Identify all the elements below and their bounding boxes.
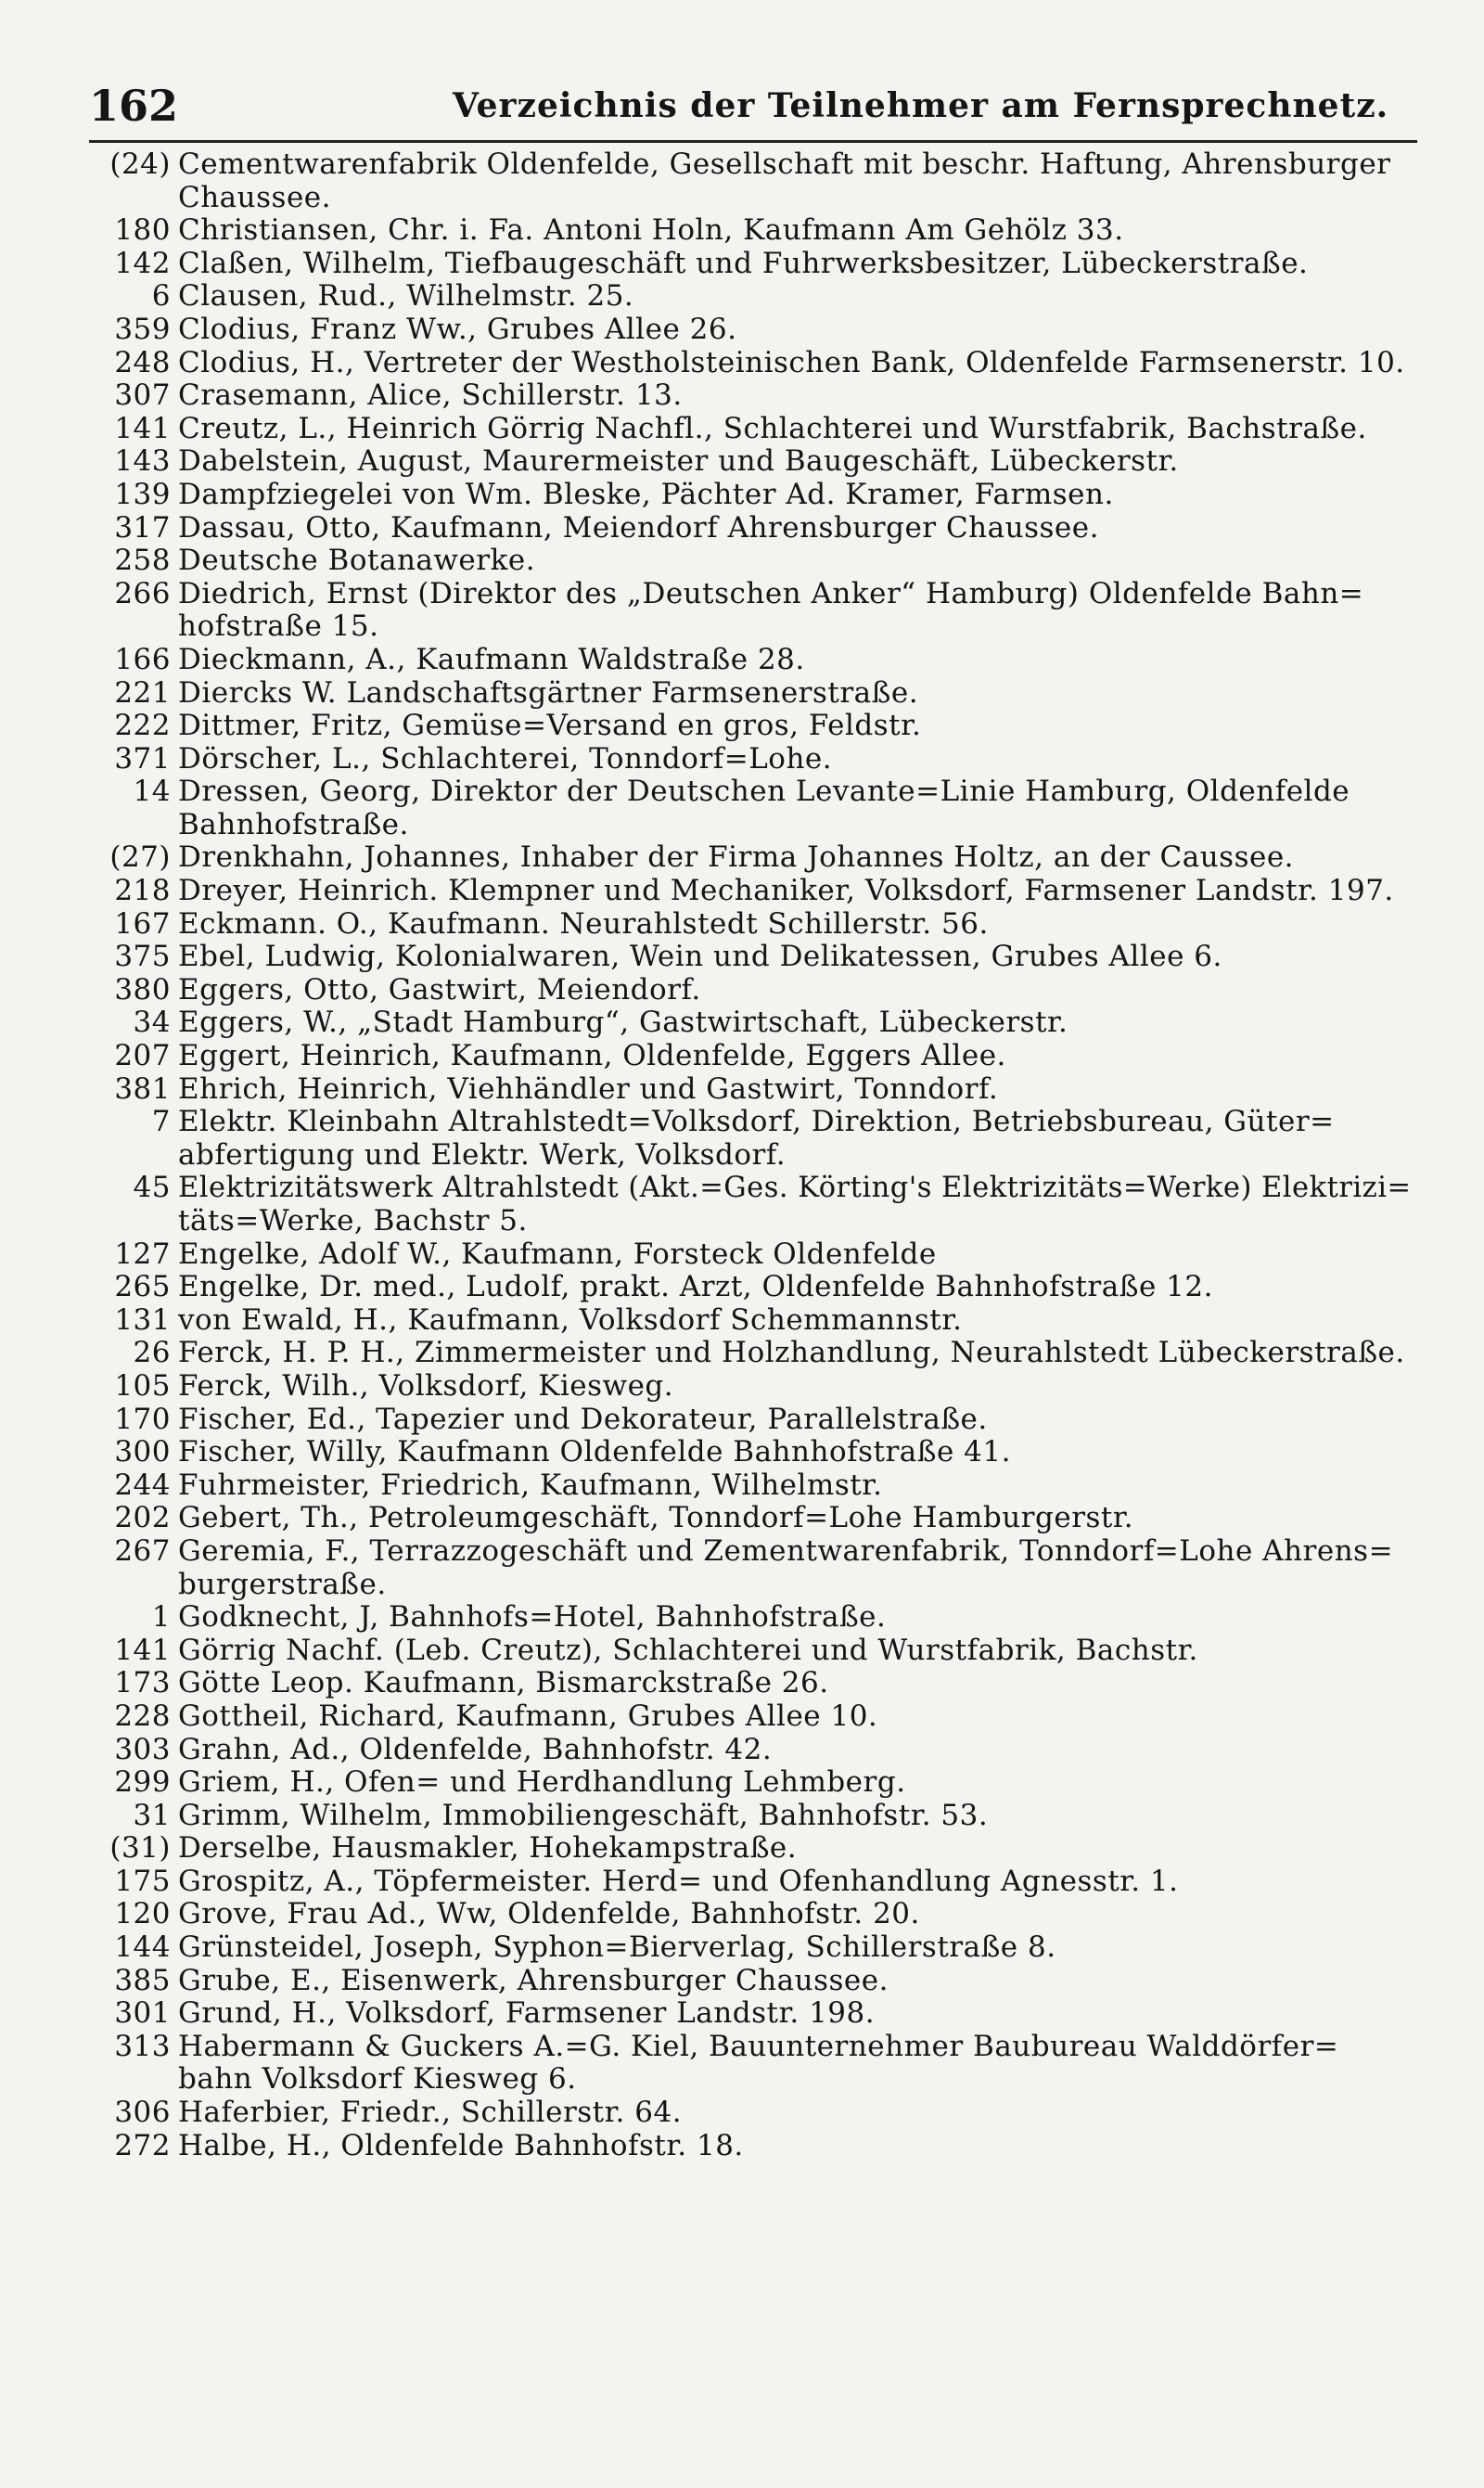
- list-item: [89, 1800, 1417, 1833]
- entry-text-line: Bahnhofstraße.: [178, 807, 409, 841]
- subscriber-number: 222: [114, 709, 171, 743]
- entry-text-line: Eckmann. O., Kaufmann. Neurahlstedt Schillerstr. 56.: [178, 906, 989, 941]
- list-item: [89, 214, 1417, 248]
- header-rule: [89, 140, 1417, 143]
- list-item: [89, 677, 1417, 711]
- subscriber-number: 143: [114, 444, 171, 479]
- subscriber-number: 303: [114, 1732, 171, 1766]
- entry-text-line: Clodius, Franz Ww., Grubes Allee 26.: [178, 312, 737, 346]
- list-item: [89, 1766, 1417, 1800]
- list-item: [89, 908, 1417, 942]
- subscriber-number: 144: [114, 1930, 171, 1965]
- list-item: [89, 413, 1417, 446]
- entry-text-line: Dampfziegelei von Wm. Bleske, Pächter Ad. Kramer, Farmsen.: [178, 477, 1114, 511]
- subscriber-number: 166: [114, 642, 171, 676]
- list-item: [89, 1238, 1417, 1272]
- list-item: [89, 1965, 1417, 1998]
- entry-text-line: von Ewald, H., Kaufmann, Volksdorf Schemmannstr.: [178, 1302, 963, 1337]
- entry-text-line: Halbe, H., Oldenfelde Bahnhofstr. 18.: [178, 2128, 744, 2162]
- subscriber-number: (31): [109, 1831, 171, 1866]
- subscriber-number: 202: [114, 1501, 171, 1535]
- entry-text-line: Eggers, W., „Stadt Hamburg“, Gastwirtschaft, Lübeckerstr.: [178, 1006, 1068, 1040]
- list-item: [89, 1469, 1417, 1503]
- list-item: [89, 644, 1417, 677]
- list-item: [89, 743, 1417, 776]
- entry-text-line: Derselbe, Hausmakler, Hohekampstraße.: [178, 1831, 798, 1866]
- entry-list: [89, 148, 1417, 2162]
- list-item: [89, 379, 1417, 413]
- entry-text-line: Drenkhahn, Johannes, Inhaber der Firma Johannes Holtz, an der Caussee.: [178, 840, 1295, 875]
- list-item: [89, 1172, 1417, 1238]
- subscriber-number: 272: [114, 2128, 171, 2162]
- entry-text-line: Clodius, H., Vertreter der Westholsteinischen Bank, Oldenfelde Farmsenerstr. 10.: [178, 345, 1405, 379]
- entry-text-line: Dittmer, Fritz, Gemüse=Versand en gros, Feldstr.: [178, 709, 922, 743]
- list-item: [89, 545, 1417, 578]
- list-item: [89, 1997, 1417, 2031]
- list-item: [89, 148, 1417, 214]
- entry-text-line: Eggers, Otto, Gastwirt, Meiendorf.: [178, 972, 701, 1007]
- entry-text-line: bahn Volksdorf Kiesweg 6.: [178, 2062, 577, 2097]
- subscriber-number: 167: [114, 906, 171, 941]
- subscriber-number: 170: [114, 1402, 171, 1436]
- entry-text-line: Dieckmann, A., Kaufmann Waldstraße 28.: [178, 642, 805, 676]
- list-item: [89, 479, 1417, 512]
- entry-text-line: Diercks W. Landschaftsgärtner Farmsenerstraße.: [178, 675, 919, 710]
- subscriber-number: 381: [114, 1071, 171, 1106]
- subscriber-number: 307: [114, 378, 171, 413]
- subscriber-number: 375: [114, 940, 171, 974]
- list-item: [89, 2097, 1417, 2130]
- entry-text-line: Elektr. Kleinbahn Altrahlstedt=Volksdorf, Direktion, Betriebsbureau, Güter=: [178, 1105, 1335, 1139]
- list-item: [89, 710, 1417, 743]
- entry-text-line: Grimm, Wilhelm, Immobiliengeschäft, Bahnhofstr. 53.: [178, 1798, 989, 1832]
- entry-text-line: Clausen, Rud., Wilhelmstr. 25.: [178, 279, 634, 314]
- subscriber-number: 380: [114, 972, 171, 1007]
- entry-text-line: Ehrich, Heinrich, Viehhändler und Gastwirt, Tonndorf.: [178, 1071, 999, 1106]
- list-item: [89, 2031, 1417, 2097]
- entry-text-line: Ebel, Ludwig, Kolonialwaren, Wein und Delikatessen, Grubes Allee 6.: [178, 940, 1222, 974]
- entry-text-line: Christiansen, Chr. i. Fa. Antoni Holn, Kaufmann Am Gehölz 33.: [178, 213, 1124, 248]
- entry-text-line: Dassau, Otto, Kaufmann, Meiendorf Ahrensburger Chaussee.: [178, 510, 1099, 545]
- entry-text-line: Haferbier, Friedr., Schillerstr. 64.: [178, 2096, 683, 2130]
- list-item: [89, 1337, 1417, 1370]
- subscriber-number: 175: [114, 1864, 171, 1898]
- subscriber-number: 248: [114, 345, 171, 379]
- subscriber-number: 14: [133, 775, 171, 809]
- list-item: [89, 314, 1417, 347]
- subscriber-number: 7: [151, 1105, 171, 1139]
- entry-text-line: Elektrizitätswerk Altrahlstedt (Akt.=Ges. Körting's Elektrizitäts=Werke) Elektrizi=: [178, 1172, 1412, 1205]
- subscriber-number: 299: [114, 1765, 171, 1800]
- list-item: [89, 347, 1417, 380]
- entry-text-line: Grube, E., Eisenwerk, Ahrensburger Chaussee.: [178, 1963, 889, 1997]
- subscriber-number: 26: [133, 1336, 171, 1370]
- subscriber-number: 300: [114, 1435, 171, 1469]
- page-header: [89, 78, 1417, 134]
- subscriber-number: 141: [114, 411, 171, 445]
- subscriber-number: 267: [114, 1533, 171, 1568]
- subscriber-number: 34: [133, 1006, 171, 1040]
- subscriber-number: 127: [114, 1237, 171, 1271]
- list-item: [89, 875, 1417, 908]
- list-item: [89, 1734, 1417, 1767]
- list-item: [89, 1007, 1417, 1040]
- entry-text-line: burgerstraße.: [178, 1567, 387, 1601]
- subscriber-number: 359: [114, 312, 171, 346]
- entry-text-line: Fuhrmeister, Friedrich, Kaufmann, Wilhelmstr.: [178, 1468, 883, 1502]
- list-item: [89, 1667, 1417, 1700]
- subscriber-number: 6: [151, 279, 171, 314]
- entry-text-line: täts=Werke, Bachstr 5.: [178, 1204, 528, 1238]
- entry-text-line: Dreyer, Heinrich. Klempner und Mechaniker, Volksdorf, Farmsener Landstr. 197.: [178, 874, 1394, 908]
- entry-text-line: Cementwarenfabrik Oldenfelde, Gesellschaft mit beschr. Haftung, Ahrensburger: [178, 147, 1391, 181]
- list-item: [89, 248, 1417, 281]
- entry-text-line: Habermann & Guckers A.=G. Kiel, Bauunternehmer Baubureau Walddörfer=: [178, 2029, 1339, 2063]
- subscriber-number: 266: [114, 576, 171, 610]
- subscriber-number: 265: [114, 1270, 171, 1304]
- subscriber-number: 120: [114, 1897, 171, 1931]
- subscriber-number: 207: [114, 1039, 171, 1073]
- subscriber-number: 180: [114, 213, 171, 248]
- list-item: [89, 578, 1417, 644]
- subscriber-number: 218: [114, 874, 171, 908]
- subscriber-number: 105: [114, 1368, 171, 1403]
- subscriber-number: 139: [114, 477, 171, 511]
- list-item: [89, 1866, 1417, 1899]
- subscriber-number: 301: [114, 1996, 171, 2031]
- list-item: [89, 974, 1417, 1007]
- list-item: [89, 1535, 1417, 1601]
- list-item: [89, 1370, 1417, 1404]
- entry-text-line: Godknecht, J, Bahnhofs=Hotel, Bahnhofstraße.: [178, 1600, 887, 1635]
- subscriber-number: (27): [109, 840, 171, 875]
- page-title: Verzeichnis der Teilnehmer am Fernsprechnetz.: [453, 86, 1389, 125]
- subscriber-number: 244: [114, 1468, 171, 1502]
- entry-text-line: Gottheil, Richard, Kaufmann, Grubes Allee 10.: [178, 1699, 878, 1733]
- subscriber-number: 221: [114, 675, 171, 710]
- entry-text-line: Crasemann, Alice, Schillerstr. 13.: [178, 378, 683, 413]
- list-item: [89, 2130, 1417, 2163]
- subscriber-number: 306: [114, 2096, 171, 2130]
- list-item: [89, 1635, 1417, 1668]
- subscriber-number: 228: [114, 1699, 171, 1733]
- entry-text-line: Görrig Nachf. (Leb. Creutz), Schlachterei und Wurstfabrik, Bachstr.: [178, 1633, 1198, 1667]
- list-item: [89, 1898, 1417, 1931]
- list-item: [89, 1700, 1417, 1734]
- subscriber-number: 131: [114, 1302, 171, 1337]
- entry-text-line: Ferck, H. P. H., Zimmermeister und Holzhandlung, Neurahlstedt Lübeckerstraße.: [178, 1336, 1405, 1370]
- entry-text-line: Engelke, Adolf W., Kaufmann, Forsteck Oldenfelde: [178, 1237, 937, 1271]
- entry-text-line: Grund, H., Volksdorf, Farmsener Landstr. 198.: [178, 1996, 876, 2031]
- entry-text-line: Diedrich, Ernst (Direktor des „Deutschen Anker“ Hamburg) Oldenfelde Bahn=: [178, 576, 1364, 610]
- entry-text-line: Grahn, Ad., Oldenfelde, Bahnhofstr. 42.: [178, 1732, 773, 1766]
- entry-text-line: abfertigung und Elektr. Werk, Volksdorf.: [178, 1137, 787, 1172]
- subscriber-number: 313: [114, 2029, 171, 2063]
- subscriber-number: 385: [114, 1963, 171, 1997]
- subscriber-number: 173: [114, 1666, 171, 1700]
- entry-text-line: Götte Leop. Kaufmann, Bismarckstraße 26.: [178, 1666, 829, 1700]
- list-item: [89, 1040, 1417, 1073]
- entry-text-line: Ferck, Wilh., Volksdorf, Kiesweg.: [178, 1368, 674, 1403]
- entry-text-line: hofstraße 15.: [178, 609, 379, 644]
- entry-text-line: Engelke, Dr. med., Ludolf, prakt. Arzt, Oldenfelde Bahnhofstraße 12.: [178, 1270, 1213, 1304]
- subscriber-number: 31: [133, 1798, 171, 1832]
- subscriber-number: 371: [114, 741, 171, 776]
- list-item: [89, 1436, 1417, 1469]
- entry-text-line: Creutz, L., Heinrich Görrig Nachfl., Schlachterei und Wurstfabrik, Bachstraße.: [178, 411, 1367, 445]
- subscriber-number: (24): [109, 147, 171, 181]
- subscriber-number: 1: [151, 1600, 171, 1635]
- list-item: [89, 841, 1417, 875]
- subscriber-number: 142: [114, 246, 171, 280]
- subscriber-number: 258: [114, 544, 171, 578]
- list-item: [89, 445, 1417, 479]
- entry-text-line: Dressen, Georg, Direktor der Deutschen Levante=Linie Hamburg, Oldenfelde: [178, 775, 1350, 809]
- entry-text-line: Fischer, Ed., Tapezier und Dekorateur, Parallelstraße.: [178, 1402, 988, 1436]
- list-item: [89, 776, 1417, 841]
- entry-text-line: Geremia, F., Terrazzogeschäft und Zementwarenfabrik, Tonndorf=Lohe Ahrens=: [178, 1533, 1394, 1568]
- entry-text-line: Chaussee.: [178, 180, 331, 214]
- list-item: [89, 1832, 1417, 1866]
- list-item: [89, 1073, 1417, 1107]
- list-item: [89, 1404, 1417, 1437]
- list-item: [89, 1304, 1417, 1338]
- list-item: [89, 280, 1417, 314]
- entry-text-line: Griem, H., Ofen= und Herdhandlung Lehmberg.: [178, 1765, 906, 1800]
- entry-text-line: Grünsteidel, Joseph, Syphon=Bierverlag, Schillerstraße 8.: [178, 1930, 1056, 1965]
- entry-text-line: Dabelstein, August, Maurermeister und Baugeschäft, Lübeckerstr.: [178, 444, 1179, 479]
- list-item: [89, 1106, 1417, 1172]
- page-number: 162: [89, 81, 179, 131]
- list-item: [89, 941, 1417, 974]
- subscriber-number: 317: [114, 510, 171, 545]
- list-item: [89, 1271, 1417, 1304]
- entry-text-line: Dörscher, L., Schlachterei, Tonndorf=Lohe.: [178, 741, 833, 776]
- entry-text-line: Eggert, Heinrich, Kaufmann, Oldenfelde, Eggers Allee.: [178, 1039, 1006, 1073]
- entry-text-line: Fischer, Willy, Kaufmann Oldenfelde Bahnhofstraße 41.: [178, 1435, 1011, 1469]
- subscriber-number: 45: [133, 1171, 171, 1205]
- entry-text-line: Gebert, Th., Petroleumgeschäft, Tonndorf=Lohe Hamburgerstr.: [178, 1501, 1134, 1535]
- list-item: [89, 1601, 1417, 1635]
- subscriber-number: 141: [114, 1633, 171, 1667]
- entry-text-line: Claßen, Wilhelm, Tiefbaugeschäft und Fuhrwerksbesitzer, Lübeckerstraße.: [178, 246, 1309, 280]
- entry-text-line: Grospitz, A., Töpfermeister. Herd= und Ofenhandlung Agnesstr. 1.: [178, 1864, 1179, 1898]
- entry-text-line: Grove, Frau Ad., Ww, Oldenfelde, Bahnhofstr. 20.: [178, 1897, 920, 1931]
- list-item: [89, 512, 1417, 545]
- entry-text-line: Deutsche Botanawerke.: [178, 544, 536, 578]
- list-item: [89, 1502, 1417, 1535]
- list-item: [89, 1931, 1417, 1965]
